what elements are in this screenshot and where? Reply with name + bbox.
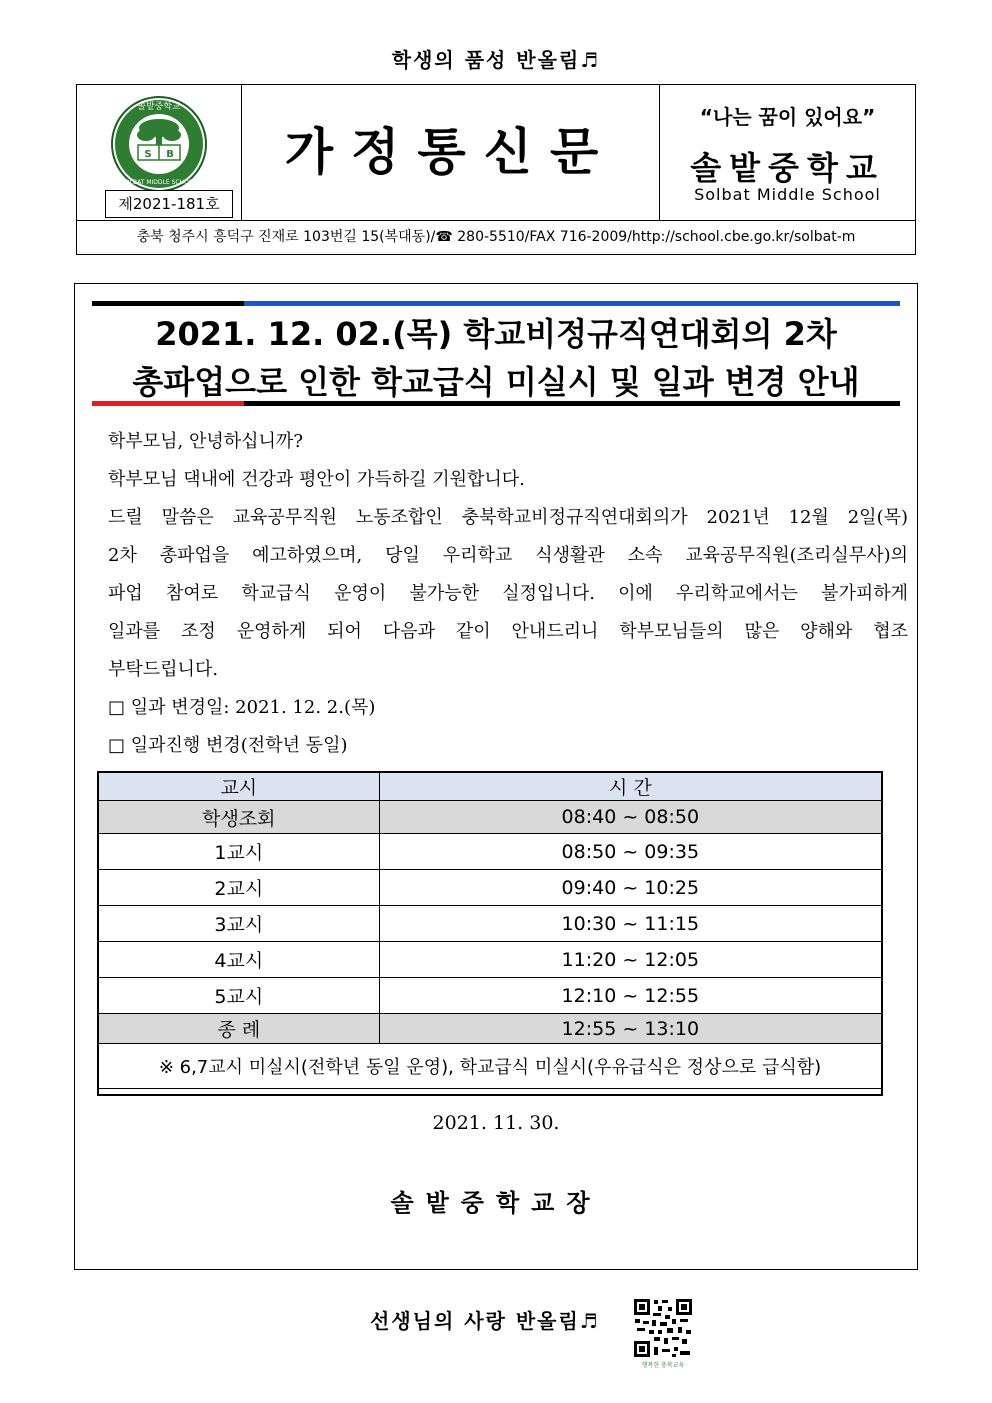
school-identity [660, 85, 915, 220]
letterhead [76, 84, 916, 255]
table-row [99, 978, 882, 1014]
school-name-korean: 솔밭중학교 [690, 149, 885, 187]
period-cell: 5교시 [99, 978, 380, 1014]
title-rule-bottom-red [92, 401, 244, 406]
paragraph-line: 드릴 말씀은 교육공무직원 노동조합인 충북학교비정규직연대회의가 2021년 12월 2일(목) [108, 507, 908, 528]
time-cell: 11:20 ~ 12:05 [379, 942, 881, 978]
table-header-row [99, 772, 882, 801]
table-row [99, 870, 882, 906]
title-rule-top-blue [244, 301, 900, 306]
column-header-period: 교시 [99, 772, 380, 801]
school-logo-icon [110, 95, 208, 193]
paragraph-line: 2차 총파업을 예고하였으며, 당일 우리학교 식생활관 소속 교육공무직원(조리실무사)의 [108, 545, 908, 566]
school-name-english: Solbat Middle School [694, 185, 881, 204]
top-slogan: 학생의 품성 반올림♬ [391, 48, 601, 72]
period-cell: 학생조회 [99, 801, 380, 834]
table-note-row [99, 1044, 882, 1089]
bottom-slogan: 선생님의 사랑 반올림♬ [370, 1309, 600, 1333]
svg-text:S: S [144, 149, 152, 160]
time-cell: 10:30 ~ 11:15 [379, 906, 881, 942]
logo-cell [77, 85, 242, 220]
notice-title-line-1: 2021. 12. 02.(목) 학교비정규직연대회의 2차 [155, 315, 837, 353]
schedule-note: ※ 6,7교시 미실시(전학년 동일 운영), 학교급식 미실시(우유급식은 정상으로 급식함) [99, 1044, 882, 1089]
qr-code-icon[interactable] [632, 1297, 694, 1369]
table-row [99, 801, 882, 834]
change-date-item: □ 일과 변경일: 2021. 12. 2.(목) [108, 697, 376, 718]
school-address: 충북 청주시 흥덕구 진재로 103번길 15(복대동)/☎ 280-5510/FAX 716-2009/http://school.cbe.go.kr/solbat-m [77, 220, 915, 254]
table-row [99, 834, 882, 870]
time-cell: 12:10 ~ 12:55 [379, 978, 881, 1014]
schedule-change-item: □ 일과진행 변경(전학년 동일) [108, 735, 348, 756]
principal-signature: 솔밭중학교장 [390, 1188, 602, 1217]
schedule-table [98, 771, 882, 1089]
page-title: 가정통신문 [242, 85, 660, 220]
issue-date: 2021. 11. 30. [432, 1112, 560, 1134]
issue-number: 제2021-181호 [105, 190, 233, 218]
paragraph-line: 일과를 조정 운영하게 되어 다음과 같이 안내드리니 학부모님들의 많은 양해와 협조 [108, 621, 908, 642]
time-cell: 09:40 ~ 10:25 [379, 870, 881, 906]
title-rule-bottom-black [244, 401, 900, 406]
period-cell: 1교시 [99, 834, 380, 870]
paragraph-line: 부탁드립니다. [108, 659, 219, 680]
table-row [99, 1014, 882, 1044]
period-cell: 4교시 [99, 942, 380, 978]
period-cell: 종 례 [99, 1014, 380, 1044]
time-cell: 12:55 ~ 13:10 [379, 1014, 881, 1044]
svg-text:솔밭중학교: 솔밭중학교 [137, 102, 181, 112]
table-row [99, 906, 882, 942]
notice-title-line-2: 총파업으로 인한 학교급식 미실시 및 일과 변경 안내 [132, 363, 860, 401]
period-cell: 2교시 [99, 870, 380, 906]
column-header-time: 시 간 [379, 772, 881, 801]
svg-text:SOLBAT MIDDLE SCHOOL: SOLBAT MIDDLE SCHOOL [121, 179, 197, 186]
paragraph-line: 파업 참여로 학교급식 운영이 불가능한 실정입니다. 이에 우리학교에서는 불가피하게 [108, 583, 908, 604]
period-cell: 3교시 [99, 906, 380, 942]
greeting-line-1: 학부모님, 안녕하십니까? [108, 431, 303, 452]
table-row [99, 942, 882, 978]
svg-text:B: B [166, 149, 174, 160]
qr-caption: 행복한 충북교육 [641, 1362, 685, 1369]
school-motto: “나는 꿈이 있어요” [699, 105, 876, 129]
time-cell: 08:50 ~ 09:35 [379, 834, 881, 870]
time-cell: 08:40 ~ 08:50 [379, 801, 881, 834]
greeting-line-2: 학부모님 댁내에 건강과 평안이 가득하길 기원합니다. [108, 469, 525, 490]
title-rule-top-black [92, 301, 244, 306]
